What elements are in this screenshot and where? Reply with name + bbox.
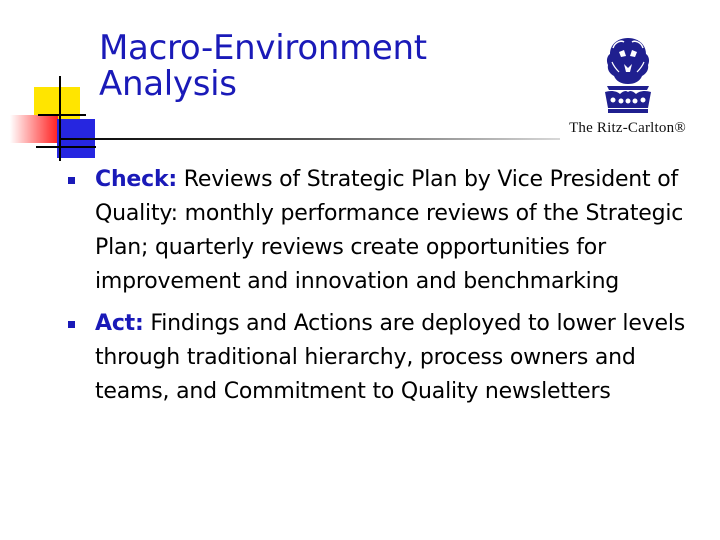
logo-wordmark: The Ritz-Carlton® [569,120,686,136]
horizontal-line-decoration [38,114,86,116]
decorative-corner-motif [0,0,110,170]
bullet-text: Findings and Actions are deployed to lower levels through traditional hierarchy, process owners and teams, and Commitment to Quality newsletters [95,311,685,404]
bullet-item-check [68,163,708,299]
bullet-lead-term: Act: [95,311,144,336]
red-gradient-decoration [10,115,58,143]
bullet-lead-term: Check: [95,167,177,192]
bullet-list [68,163,708,417]
square-bullet-icon [68,321,75,328]
slide-title-line-1: Macro-Environment [99,28,427,68]
ritz-carlton-logo [555,34,700,146]
title-underline-rule [60,138,560,140]
slide-title-line-2: Analysis [99,64,237,104]
slide-title [99,30,427,102]
lion-crown-logo-icon [597,34,659,118]
horizontal-line-decoration [36,146,96,148]
vertical-line-decoration [59,76,61,161]
bullet-text: Reviews of Strategic Plan by Vice President of Quality: monthly performance reviews of the Strategic Plan; quarterly reviews create opportunities for improvement and innovation and benchmarking [95,167,684,294]
square-bullet-icon [68,177,75,184]
bullet-item-act [68,307,708,409]
